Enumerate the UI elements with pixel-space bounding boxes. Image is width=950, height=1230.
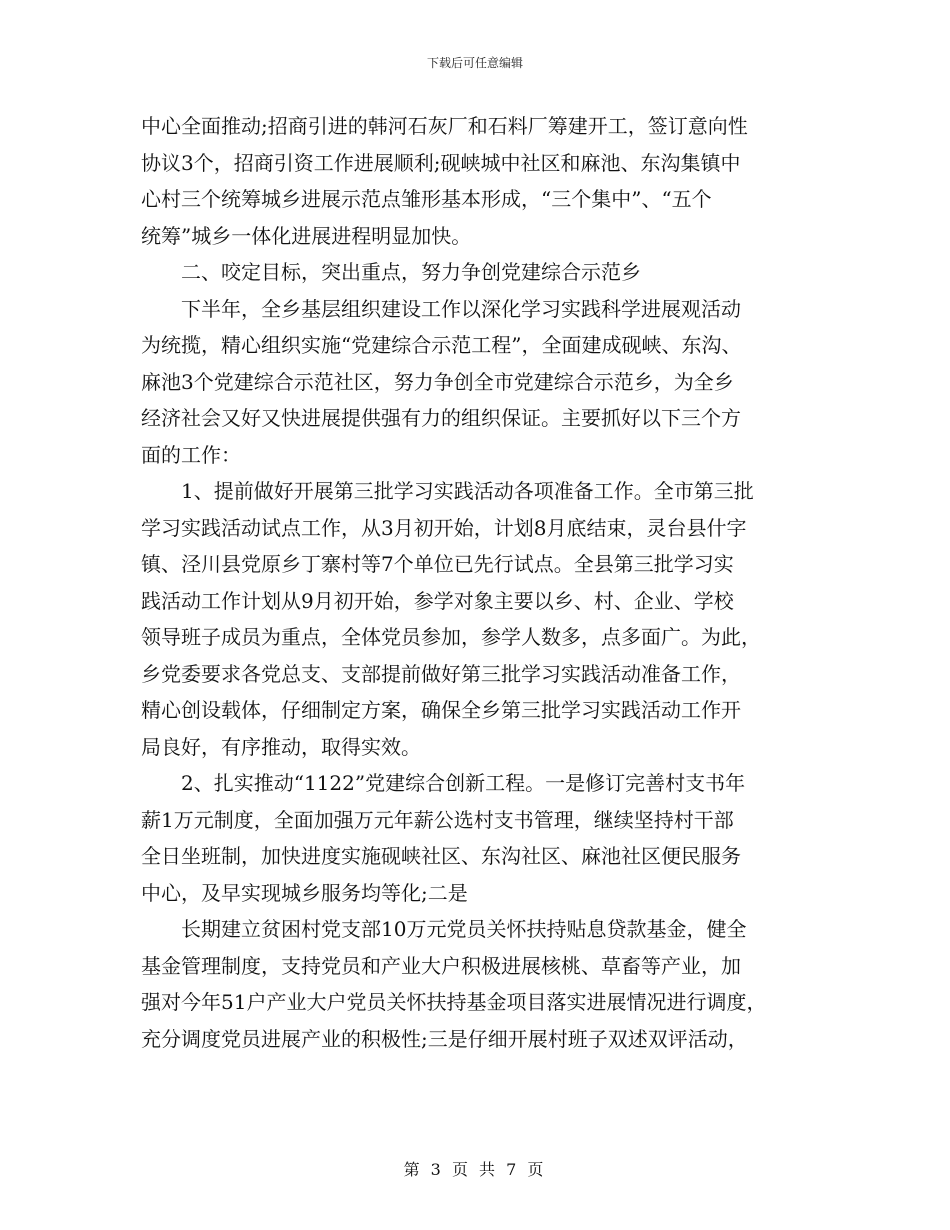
text-line: 为统揽，精心组织实施“党建综合示范工程”，全面建成砚峡、东沟、 — [141, 333, 742, 357]
text-line: 镇、泾川县党原乡丁寨村等7个单位已先行试点。全县第三批学习实 — [141, 552, 734, 576]
text-line: 下半年，全乡基层组织建设工作以深化学习实践科学进展观活动 — [181, 296, 741, 321]
text-line: 薪1万元制度，全面加强万元年薪公选村支书管理，继续坚持村干部 — [141, 807, 734, 832]
text-line: 统筹”城乡一体化进展进程明显加快。 — [141, 223, 472, 248]
text-line: 协议3个，招商引资工作进展顺利;砚峡城中社区和麻池、东沟集镇中 — [141, 150, 741, 175]
text-line: 2、扎实推动“1122”党建综合创新工程。一是修订完善村支书年 — [181, 771, 746, 795]
text-line: 践活动工作计划从9月初开始，参学对象主要以乡、村、企业、学校 — [141, 588, 734, 613]
text-line: 精心创设载体，仔细制定方案，确保全乡第三批学习实践活动工作开 — [141, 698, 741, 722]
text-line: 中心，及早实现城乡服务均等化;二是 — [141, 880, 468, 905]
text-line: 乡党委要求各党总支、支部提前做好第三批学习实践活动准备工作， — [141, 661, 741, 686]
text-line: 学习实践活动试点工作，从3月初开始，计划8月底结束，灵台县什字 — [141, 515, 747, 540]
text-line: 1、提前做好开展第三批学习实践活动各项准备工作。全市第三批 — [181, 479, 754, 503]
text-line: 二、咬定目标，突出重点，努力争创党建综合示范乡 — [181, 260, 641, 284]
text-line: 心村三个统筹城乡进展示范点雏形基本形成，“三个集中”、“五个 — [141, 187, 712, 211]
document-body — [141, 108, 809, 1057]
page-number-footer: 第 3 页 共 7 页 — [403, 1160, 547, 1179]
text-line: 强对今年51户产业大户党员关怀扶持基金项目落实进展情况进行调度， — [141, 990, 767, 1014]
text-line: 局良好，有序推动，取得实效。 — [141, 734, 421, 759]
text-line: 充分调度党员进展产业的积极性;三是仔细开展村班子双述双评活动， — [141, 1026, 748, 1051]
text-line: 面的工作： — [141, 442, 241, 467]
text-line: 领导班子成员为重点，全体党员参加，参学人数多，点多面广。为此， — [141, 625, 761, 649]
text-line: 长期建立贫困村党支部10万元党员关怀扶持贴息贷款基金，健全 — [181, 917, 747, 941]
text-line: 中心全面推动;招商引进的韩河石灰厂和石料厂筹建开工，签订意向性 — [141, 114, 748, 138]
page-header: 下载后可任意编辑 — [426, 56, 523, 70]
text-line: 经济社会又好又快进展提供强有力的组织保证。主要抓好以下三个方 — [141, 406, 741, 430]
text-line: 全日坐班制，加快进度实施砚峡社区、东沟社区、麻池社区便民服务 — [141, 844, 741, 868]
text-line: 基金管理制度，支持党员和产业大户积极进展核桃、草畜等产业，加 — [141, 953, 741, 978]
text-line: 麻池3个党建综合示范社区，努力争创全市党建综合示范乡，为全乡 — [141, 369, 734, 394]
